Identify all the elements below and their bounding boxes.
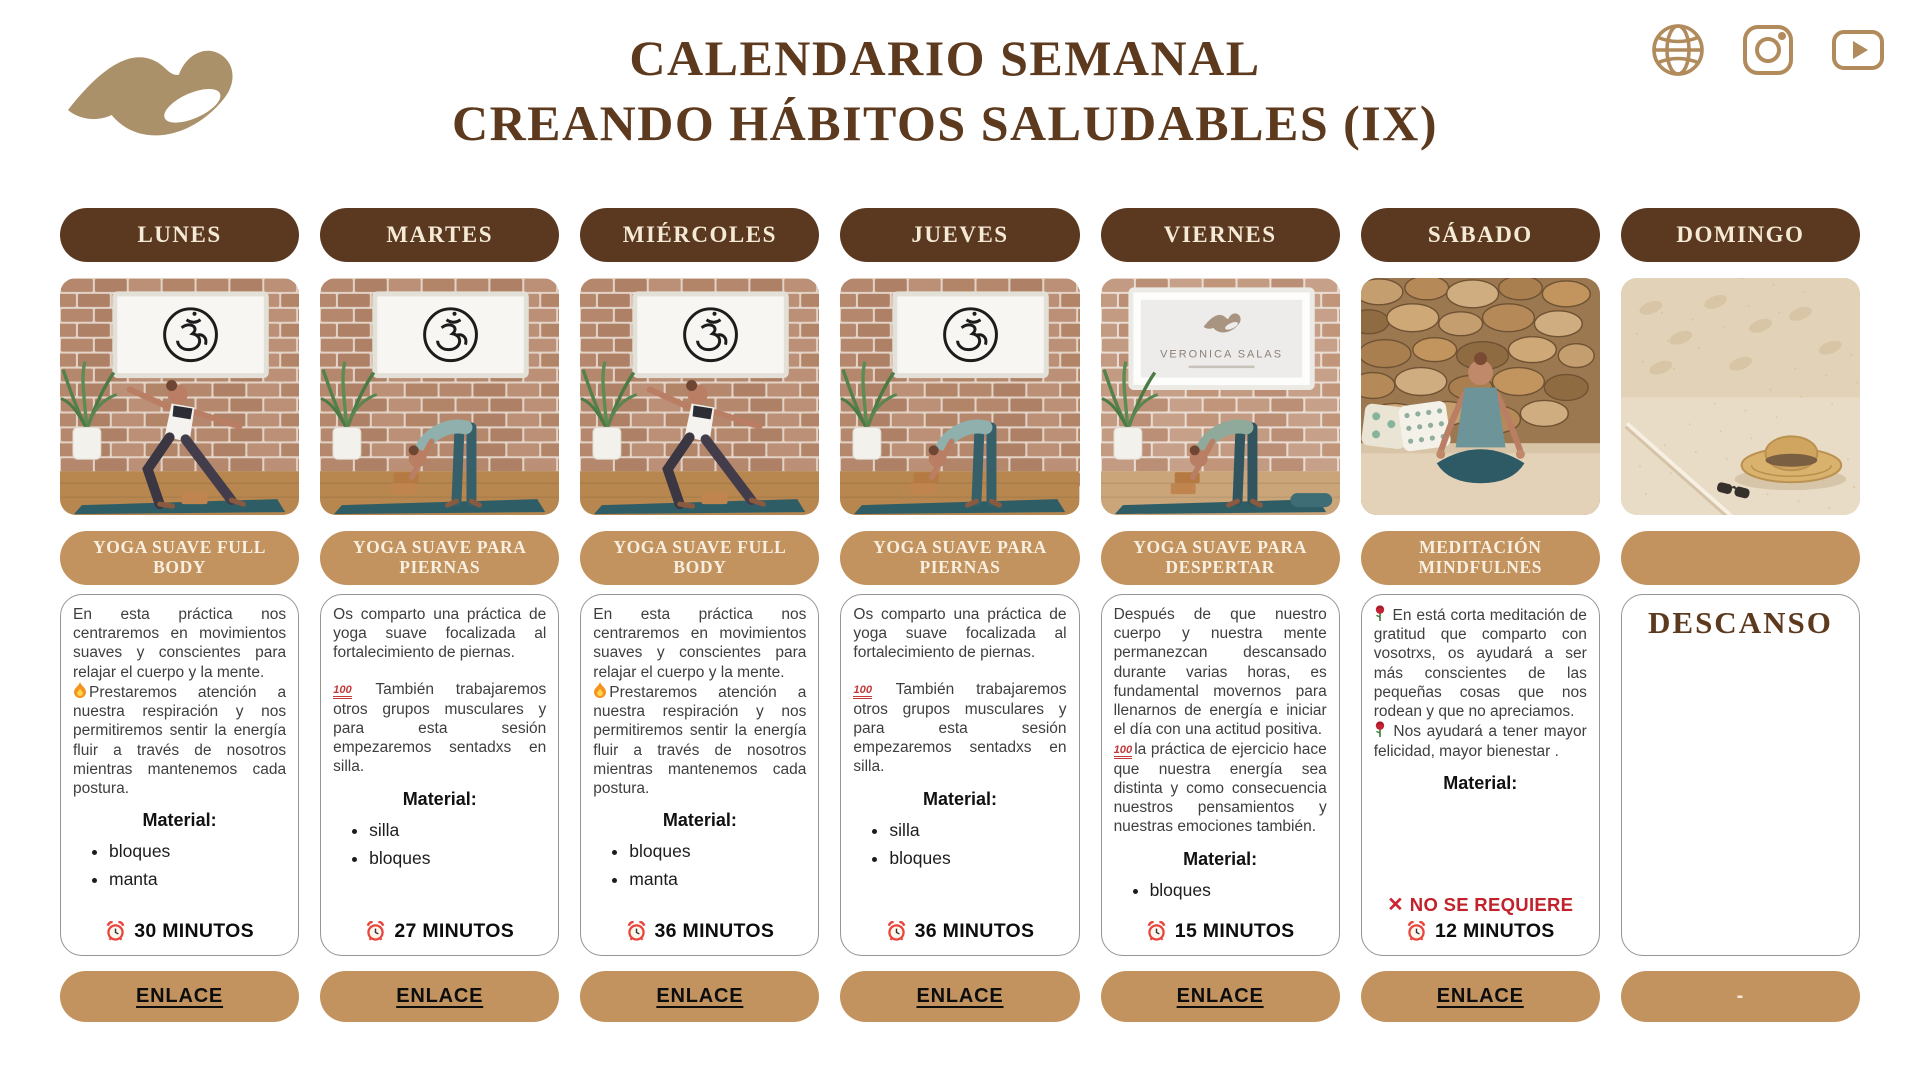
session-title-pill	[580, 531, 819, 585]
session-title-pill	[320, 531, 559, 585]
day-card	[580, 594, 819, 956]
session-title: YOGA SUAVE PARA PIERNAS	[873, 537, 1047, 577]
enlace-link[interactable]: ENLACE	[1361, 971, 1600, 1022]
day-name: SÁBADO	[1427, 222, 1533, 247]
session-description: En esta práctica nos centraremos en movimientos suaves y conscientes para relajar el cuerpo y la mente. Prestaremos atención a nuestra respiración y nos permitiremos sentir la energía fluir a través de nosotros mientras mantenemos cada postura.	[593, 606, 807, 797]
day-photo-miercoles	[580, 278, 819, 515]
material-item: • manta	[109, 869, 286, 890]
enlace-link: -	[1621, 971, 1860, 1022]
session-title: YOGA SUAVE PARA PIERNAS	[352, 537, 527, 577]
svg-text:VERONICA SALAS: VERONICA SALAS	[1159, 348, 1283, 361]
rose-icon	[1374, 605, 1386, 622]
card-bottom	[1114, 920, 1327, 943]
day-card	[840, 594, 1079, 956]
day-name: JUEVES	[911, 222, 1009, 247]
day-name: MIÉRCOLES	[622, 222, 777, 247]
duration: 36 MINUTOS	[626, 920, 775, 943]
day-header-pill	[580, 208, 819, 262]
material-heading: Material:	[662, 810, 737, 831]
page-title-line1: CALENDARIO SEMANAL	[629, 30, 1261, 86]
day-photo-martes	[320, 278, 559, 515]
alarm-clock-icon	[1146, 921, 1167, 942]
material-list	[87, 841, 286, 897]
material-item: • bloques	[629, 841, 806, 862]
material-heading: Material:	[1443, 772, 1518, 793]
day-header-pill	[320, 208, 559, 262]
card-bottom	[333, 920, 546, 943]
material-list	[347, 820, 546, 876]
material-heading: Material:	[922, 788, 997, 809]
enlace-link[interactable]: ENLACE	[320, 971, 559, 1022]
material-item: • manta	[629, 869, 806, 890]
session-title-pill	[1621, 531, 1860, 585]
hundred-points-icon: 100	[333, 685, 352, 699]
material-list	[867, 820, 1066, 876]
rose-icon	[1374, 721, 1386, 738]
enlace-link[interactable]: ENLACE	[1101, 971, 1340, 1022]
day-photo-jueves	[840, 278, 1079, 515]
material-heading: Material:	[142, 810, 217, 831]
session-description: En esta práctica nos centraremos en movimientos suaves y conscientes para relajar el cuerpo y la mente. Prestaremos atención a nuestra respiración y nos permitiremos sentir la energía fluir a través de nosotros mientras mantenemos cada postura.	[73, 606, 287, 797]
youtube-icon[interactable]	[1830, 22, 1886, 78]
website-globe-icon[interactable]	[1650, 22, 1706, 78]
material-heading: Material:	[402, 788, 477, 809]
session-title: MEDITACIÓN MINDFULNES	[1418, 537, 1543, 577]
session-title: YOGA SUAVE FULL BODY	[93, 537, 267, 577]
material-item: • bloques	[109, 841, 286, 862]
enlace-link[interactable]: ENLACE	[60, 971, 299, 1022]
day-header-pill	[1361, 208, 1600, 262]
material-list	[1128, 880, 1327, 908]
material-item: • silla	[889, 820, 1066, 841]
day-header-pill	[60, 208, 299, 262]
card-bottom	[853, 920, 1066, 943]
duration: 15 MINUTOS	[1146, 920, 1295, 943]
duration: 36 MINUTOS	[886, 920, 1035, 943]
page-title	[300, 26, 1590, 156]
alarm-clock-icon	[886, 921, 907, 942]
day-column-domingo	[1621, 208, 1860, 1022]
session-title-pill	[1361, 531, 1600, 585]
day-column-lunes	[60, 208, 299, 1022]
social-links	[1650, 22, 1886, 78]
hundred-points-icon: 100	[1114, 745, 1133, 759]
alarm-clock-icon	[1406, 921, 1427, 942]
day-name: VIERNES	[1163, 222, 1277, 247]
rest-label: DESCANSO	[1648, 605, 1833, 640]
day-name: MARTES	[386, 222, 493, 247]
session-description: En está corta meditación de gratitud que comparto con vosotrxs, os ayudará a ser más conscientes de las pequeñas cosas que nos rodean y que no apreciamos. Nos ayudará a tener mayor felicidad, mayor bienestar .	[1373, 607, 1587, 760]
instagram-icon[interactable]	[1740, 22, 1796, 78]
day-card	[1101, 594, 1340, 956]
card-bottom	[73, 920, 286, 943]
session-title-pill	[840, 531, 1079, 585]
duration: 30 MINUTOS	[105, 920, 254, 943]
material-item: • silla	[369, 820, 546, 841]
day-card	[320, 594, 559, 956]
alarm-clock-icon	[626, 921, 647, 942]
session-title-pill	[60, 531, 299, 585]
day-column-martes	[320, 208, 559, 1022]
session-description: Después de que nuestro cuerpo y nuestra mente permanezcan descansado durante varias horas, es fundamental movernos para llenarnos de energía e iniciar el día con una actitud positiva. 100 la práctica de ejercicio hace que nuestra energía sea distinta y como consecuencia nuestros pensamientos y nuestras emociones también.	[1113, 606, 1327, 836]
day-card	[60, 594, 299, 956]
day-header-pill	[1101, 208, 1340, 262]
hundred-points-icon: 100	[853, 685, 872, 699]
material-item: • bloques	[369, 848, 546, 869]
day-name: LUNES	[137, 222, 222, 247]
page-title-line2: CREANDO HÁBITOS SALUDABLES (IX)	[451, 95, 1439, 151]
day-photo-sabado	[1361, 278, 1600, 515]
alarm-clock-icon	[105, 921, 126, 942]
session-description: Os comparto una práctica de yoga suave focalizada al fortalecimiento de piernas. 100 También trabajaremos otros grupos musculares y para esta sesión empezaremos sentadxs en silla.	[333, 606, 547, 776]
alarm-clock-icon	[365, 921, 386, 942]
card-bottom	[1374, 893, 1587, 943]
day-card	[1621, 594, 1860, 956]
card-bottom	[593, 920, 806, 943]
day-column-viernes	[1101, 208, 1340, 1022]
day-photo-lunes	[60, 278, 299, 515]
day-photo-domingo	[1621, 278, 1860, 515]
session-description: Os comparto una práctica de yoga suave focalizada al fortalecimiento de piernas. 100 También trabajaremos otros grupos musculares y para esta sesión empezaremos sentadxs en silla.	[853, 606, 1067, 776]
day-column-sabado	[1361, 208, 1600, 1022]
duration: 12 MINUTOS	[1406, 920, 1555, 943]
session-title-pill	[1101, 531, 1340, 585]
duration: 27 MINUTOS	[365, 920, 514, 943]
enlace-link[interactable]: ENLACE	[580, 971, 819, 1022]
session-title: YOGA SUAVE PARA DESPERTAR	[1133, 537, 1307, 577]
fire-icon	[73, 682, 87, 699]
day-column-miercoles	[580, 208, 819, 1022]
days-grid	[60, 208, 1860, 1022]
enlace-link[interactable]: ENLACE	[840, 971, 1079, 1022]
day-column-jueves	[840, 208, 1079, 1022]
day-header-pill	[840, 208, 1079, 262]
brand-logo-wave-icon	[52, 26, 252, 152]
material-heading: Material:	[1183, 848, 1258, 869]
day-name: DOMINGO	[1676, 222, 1805, 247]
day-photo-viernes	[1101, 278, 1340, 515]
material-item: • bloques	[889, 848, 1066, 869]
material-item: • bloques	[1150, 880, 1327, 901]
day-header-pill	[1621, 208, 1860, 262]
material-list	[607, 841, 806, 897]
material-note: ✕ NO SE REQUIERE	[1387, 894, 1574, 916]
day-card	[1361, 594, 1600, 956]
fire-icon	[593, 682, 607, 699]
red-cross-icon: ✕	[1387, 894, 1404, 916]
session-title: YOGA SUAVE FULL BODY	[613, 537, 787, 577]
